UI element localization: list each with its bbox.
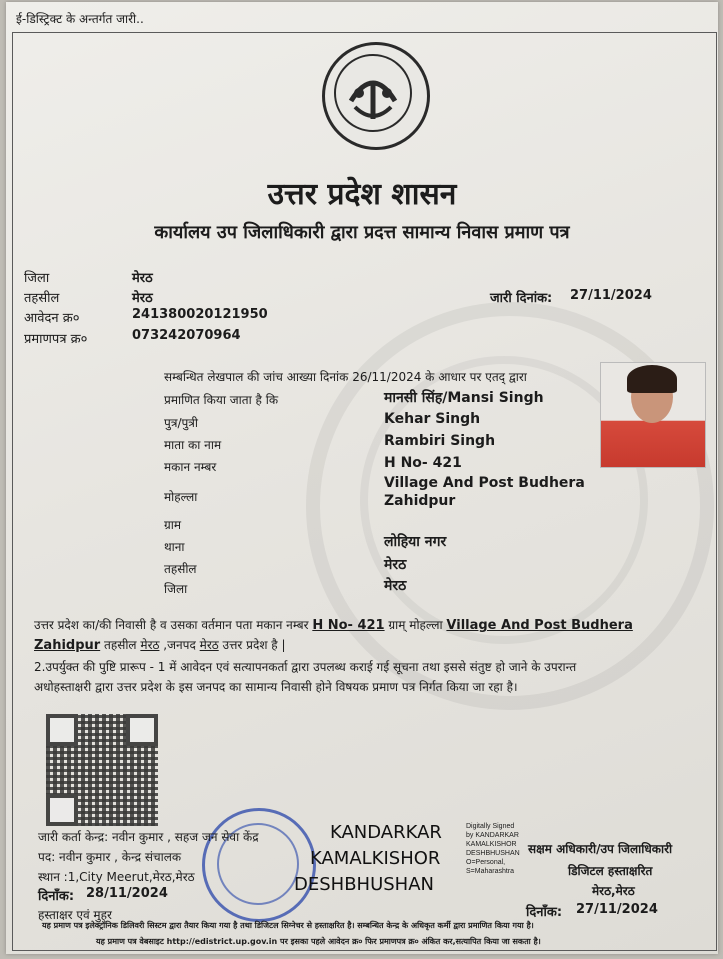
footer-note-line1: यह प्रमाण पत्र इलेक्ट्रॉनिक डिलिवरी सिस्टम द्वारा तैयार किया गया है तथा डिजिटल सिग्नेचर से हस्ताक्षरित है। सम्बन्धित केन्द्र के अधिकृत कर्मी द्वारा प्रमाणित किया गया है। — [42, 921, 534, 930]
issuing-center: जारी कर्ता केन्द्र: नवीन कुमार , सहज जन सेवा केंद्र — [38, 830, 259, 844]
village-label: ग्राम — [164, 518, 182, 532]
authority-digitally-signed: डिजिटल हस्ताक्षरित — [568, 864, 653, 878]
intro-line: सम्बन्धित लेखपाल की जांच आख्या दिनांक 26/11/2024 के आधार पर एतद् द्वारा — [164, 370, 527, 384]
house-number: H No- 421 — [384, 455, 462, 471]
tehsil-detail-value: मेरठ — [384, 557, 407, 573]
digital-signer-name-line3: DESHBHUSHAN — [294, 874, 434, 895]
mohalla-value-line1: Village And Post Budhera — [384, 475, 585, 491]
tehsil-detail-label: तहसील — [164, 562, 197, 576]
mother-name: Rambiri Singh — [384, 433, 496, 449]
district-value: मेरठ — [132, 271, 153, 286]
up-state-emblem — [322, 42, 430, 150]
issue-date-label: जारी दिनांक: — [490, 291, 553, 306]
issuer-post: पद: नवीन कुमार , केन्द्र संचालक — [38, 850, 182, 864]
issue-date-value: 27/11/2024 — [570, 288, 652, 303]
residence-paragraph-line2: Zahidpur तहसील मेरठ ,जनपद मेरठ उत्तर प्रदेश है | — [34, 638, 286, 653]
issuing-center-seal — [202, 808, 316, 922]
digital-signer-name-line1: KANDARKAR — [330, 822, 442, 843]
authority-date-value: 27/11/2024 — [576, 902, 658, 917]
mohalla-value-line2: Zahidpur — [384, 493, 456, 509]
tehsil-label: तहसील — [24, 291, 60, 306]
digital-signer-name-line2: KAMALKISHOR — [310, 848, 441, 869]
certificate-label: प्रमाणपत्र क्र० — [24, 332, 88, 347]
issuer-place: स्थान :1,City Meerut,मेरठ,मेरठ — [38, 870, 195, 884]
authority-title: सक्षम अधिकारी/उप जिलाधिकारी — [528, 842, 673, 856]
thana-value: लोहिया नगर — [384, 534, 447, 550]
issuer-date-value: 28/11/2024 — [86, 886, 168, 901]
qr-code — [46, 714, 158, 826]
issuer-date-label: दिनाँक: — [38, 889, 75, 904]
house-label: मकान नम्बर — [164, 460, 217, 474]
header-note: ई-डिस्ट्रिक्ट के अन्तर्गत जारी.. — [16, 12, 144, 26]
verification-paragraph-line1: 2.उपर्युक्त की पुष्टि प्रारूप - 1 में आवेदन एवं सत्यापनकर्ता द्वारा उपलब्ध कराई गई सूचना तथा इससे संतुष्ट हो जाने के उपरान्त — [34, 660, 577, 674]
tehsil-value: मेरठ — [132, 291, 153, 306]
mohalla-label: मोहल्ला — [164, 490, 198, 504]
verification-paragraph-line2: अधोहस्ताक्षरी द्वारा उत्तर प्रदेश के इस जनपद का सामान्य निवासी होने विषयक प्रमाण पत्र निर्गत किया जा रहा है। — [34, 680, 518, 694]
certificate-number: 073242070964 — [132, 328, 241, 343]
authority-location: मेरठ,मेरठ — [592, 884, 635, 898]
father-name: Kehar Singh — [384, 411, 481, 427]
district-label: जिला — [24, 271, 50, 286]
application-label: आवेदन क्र० — [24, 311, 80, 326]
digital-signature-details: Digitally Signed by KANDARKAR KAMALKISHOR DESHBHUSHAN O=Personal, S=Maharashtra — [466, 823, 520, 875]
footer-note-line2: यह प्रमाण पत्र वेबसाइट http://edistrict.up.gov.in पर इसका पहले आवेदन क्र० फिर प्रमाणपत्र क्र० अंकित कर,सत्यापित किया जा सकता है। — [96, 937, 541, 946]
residence-paragraph-line1: उत्तर प्रदेश का/की निवासी है व उसका वर्तमान पता मकान नम्बर H No- 421 ग्राम् मोहल्ला Village And Post Budhera — [34, 618, 633, 633]
certificate-page — [6, 2, 718, 954]
mother-label: माता का नाम — [164, 438, 222, 452]
applicant-name: मानसी सिंह/Mansi Singh — [384, 390, 544, 406]
authority-date-label: दिनाँक: — [526, 905, 563, 920]
thana-label: थाना — [164, 540, 185, 554]
district-detail-label: जिला — [164, 582, 188, 596]
certified-label: प्रमाणित किया जाता है कि — [164, 393, 279, 407]
page-subtitle: कार्यालय उप जिलाधिकारी द्वारा प्रदत्त सामान्य निवास प्रमाण पत्र — [154, 222, 570, 243]
child-of-label: पुत्र/पुत्री — [164, 416, 199, 430]
page-title: उत्तर प्रदेश शासन — [267, 177, 457, 212]
applicant-photo — [600, 362, 706, 468]
application-number: 241380020121950 — [132, 307, 268, 322]
district-detail-value: मेरठ — [384, 578, 407, 594]
signature-and-seal-label: हस्ताक्षर एवं मुहर — [38, 908, 112, 922]
